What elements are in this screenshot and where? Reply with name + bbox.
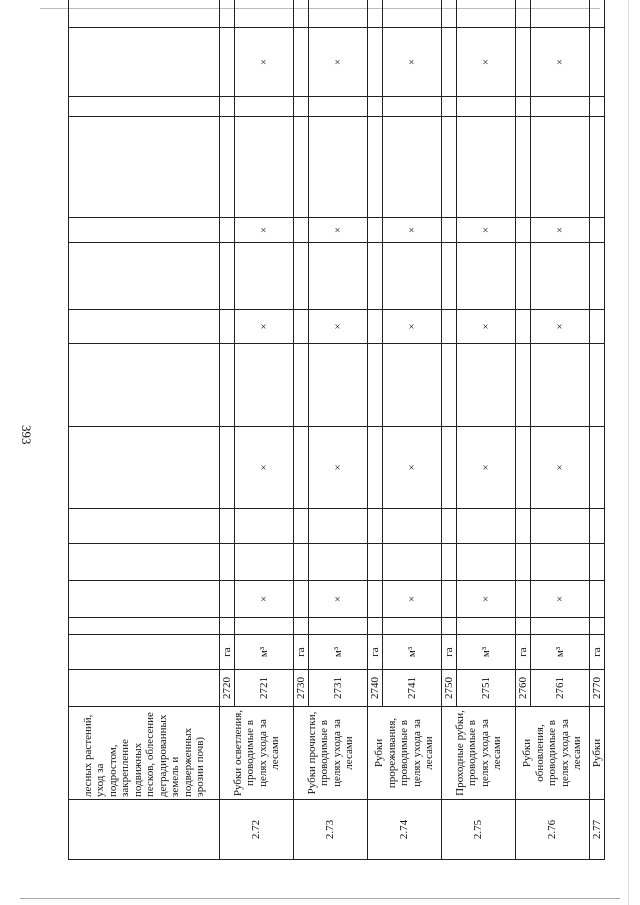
mark-cell <box>294 581 309 618</box>
mark-cell <box>69 618 220 635</box>
mark-cell <box>294 509 309 544</box>
mark-cell <box>590 427 605 509</box>
unit-cell: га <box>590 635 605 670</box>
mark-cell <box>235 544 294 581</box>
mark-cell <box>294 427 309 509</box>
x-mark: × <box>479 464 492 471</box>
mark-cell <box>235 243 294 310</box>
mark-cell <box>590 117 605 218</box>
mark-cell <box>309 427 368 509</box>
mark-cell <box>457 544 516 581</box>
mark-cell <box>69 97 220 117</box>
mark-cell <box>383 344 442 427</box>
x-mark: × <box>479 58 492 66</box>
mark-cell <box>516 544 531 581</box>
x-mark: × <box>405 595 418 603</box>
row-name-text: Рубки <box>590 738 603 768</box>
unit-cell: м³ <box>457 635 516 670</box>
table-row <box>590 0 605 860</box>
mark-cell <box>516 28 531 97</box>
mark-cell <box>531 509 590 544</box>
x-mark: × <box>331 58 344 66</box>
line-code: 2741 <box>383 670 442 707</box>
x-mark: × <box>331 323 344 330</box>
mark-cell <box>531 581 590 618</box>
mark-cell <box>531 0 590 28</box>
mark-cell <box>309 117 368 218</box>
mark-cell <box>516 97 531 117</box>
mark-cell <box>220 427 235 509</box>
line-code: 2761 <box>531 670 590 707</box>
mark-cell <box>383 544 442 581</box>
table-row <box>368 0 383 860</box>
table-row <box>220 0 235 860</box>
mark-cell <box>457 28 516 97</box>
mark-cell <box>442 0 457 28</box>
mark-cell <box>383 509 442 544</box>
x-mark: × <box>405 464 418 471</box>
mark-cell <box>590 618 605 635</box>
mark-cell <box>516 344 531 427</box>
mark-cell <box>442 28 457 97</box>
x-mark: × <box>405 226 418 234</box>
x-mark: × <box>331 464 344 471</box>
unit-cell <box>69 635 220 670</box>
mark-cell <box>590 97 605 117</box>
row-name <box>590 707 605 800</box>
x-mark: × <box>479 226 492 234</box>
line-code: 2740 <box>368 670 383 707</box>
mark-cell <box>442 509 457 544</box>
mark-cell <box>457 117 516 218</box>
mark-cell <box>368 427 383 509</box>
row-name-text: Рубки обновления, проводимые в целях ухода за лесами <box>521 719 584 787</box>
mark-cell <box>590 310 605 344</box>
mark-cell <box>457 97 516 117</box>
page-edge-right <box>628 0 629 905</box>
row-name-text: Проходные рубки, проводимые в целях ухода за лесами <box>453 710 503 796</box>
line-code: 2750 <box>442 670 457 707</box>
mark-cell <box>368 581 383 618</box>
mark-cell <box>69 544 220 581</box>
x-mark: × <box>405 58 418 66</box>
mark-cell <box>294 344 309 427</box>
mark-cell <box>294 28 309 97</box>
row-number: 2.76 <box>516 800 590 860</box>
mark-cell <box>69 581 220 618</box>
mark-cell <box>69 243 220 310</box>
mark-cell <box>442 243 457 310</box>
mark-cell <box>590 581 605 618</box>
mark-cell <box>516 581 531 618</box>
x-mark: × <box>553 226 566 234</box>
page-edge-bottom <box>20 898 620 899</box>
mark-cell <box>309 544 368 581</box>
mark-cell <box>235 427 294 509</box>
mark-cell <box>294 0 309 28</box>
mark-cell <box>69 0 220 28</box>
row-number: 2.73 <box>294 800 368 860</box>
mark-cell <box>457 344 516 427</box>
row-name <box>294 707 368 800</box>
unit-cell: га <box>368 635 383 670</box>
mark-cell <box>457 0 516 28</box>
mark-cell <box>383 117 442 218</box>
mark-cell <box>294 310 309 344</box>
mark-cell <box>368 218 383 243</box>
mark-cell <box>220 618 235 635</box>
mark-cell <box>309 310 368 344</box>
unit-cell: га <box>442 635 457 670</box>
mark-cell <box>457 310 516 344</box>
mark-cell <box>220 581 235 618</box>
mark-cell <box>516 618 531 635</box>
mark-cell <box>235 618 294 635</box>
unit-cell: га <box>220 635 235 670</box>
mark-cell <box>516 243 531 310</box>
mark-cell <box>294 97 309 117</box>
unit-cell: га <box>294 635 309 670</box>
row-number: 2.77 <box>590 800 605 860</box>
mark-cell <box>457 509 516 544</box>
mark-cell <box>516 310 531 344</box>
x-mark: × <box>257 464 270 471</box>
mark-cell <box>442 544 457 581</box>
row-number: 2.75 <box>442 800 516 860</box>
mark-cell <box>235 310 294 344</box>
line-code: 2730 <box>294 670 309 707</box>
mark-cell <box>309 28 368 97</box>
line-code: 2751 <box>457 670 516 707</box>
mark-cell <box>69 344 220 427</box>
table-row <box>69 0 220 860</box>
mark-cell <box>309 97 368 117</box>
x-mark: × <box>331 226 344 234</box>
mark-cell <box>442 117 457 218</box>
mark-cell <box>69 28 220 97</box>
x-mark: × <box>553 58 566 66</box>
mark-cell <box>309 344 368 427</box>
row-number <box>69 800 220 860</box>
mark-cell <box>442 618 457 635</box>
mark-cell <box>383 427 442 509</box>
mark-cell <box>590 344 605 427</box>
mark-cell <box>457 427 516 509</box>
mark-cell <box>590 243 605 310</box>
row-name <box>516 707 590 800</box>
mark-cell <box>294 243 309 310</box>
mark-cell <box>383 97 442 117</box>
mark-cell <box>531 310 590 344</box>
unit-cell: м³ <box>235 635 294 670</box>
mark-cell <box>235 218 294 243</box>
mark-cell <box>516 218 531 243</box>
mark-cell <box>457 581 516 618</box>
table-row <box>516 0 531 860</box>
mark-cell <box>368 97 383 117</box>
mark-cell <box>309 0 368 28</box>
mark-cell <box>368 0 383 28</box>
mark-cell <box>220 28 235 97</box>
x-mark: × <box>553 464 566 471</box>
mark-cell <box>368 509 383 544</box>
table-body <box>69 0 605 860</box>
mark-cell <box>220 243 235 310</box>
mark-cell <box>235 28 294 97</box>
unit-cell: м³ <box>383 635 442 670</box>
unit-cell: га <box>516 635 531 670</box>
mark-cell <box>531 117 590 218</box>
mark-cell <box>442 97 457 117</box>
mark-cell <box>368 618 383 635</box>
unit-cell: м³ <box>531 635 590 670</box>
mark-cell <box>531 427 590 509</box>
mark-cell <box>531 218 590 243</box>
mark-cell <box>531 97 590 117</box>
forestry-table <box>68 0 605 860</box>
line-code: 2760 <box>516 670 531 707</box>
mark-cell <box>516 427 531 509</box>
page-number: 393 <box>19 425 34 445</box>
mark-cell <box>220 544 235 581</box>
mark-cell <box>590 0 605 28</box>
mark-cell <box>69 509 220 544</box>
mark-cell <box>590 509 605 544</box>
row-name-text: лесных растений, уход за подростом, закрепление подвижных песков, облесение деградированных земель и подверженных эрозии почв) <box>81 712 206 797</box>
mark-cell <box>516 117 531 218</box>
mark-cell <box>235 509 294 544</box>
mark-cell <box>442 427 457 509</box>
mark-cell <box>235 0 294 28</box>
row-name-text: Рубки прочистки, проводимые в целях ухода за лесами <box>305 711 355 795</box>
x-mark: × <box>257 226 270 234</box>
mark-cell <box>442 310 457 344</box>
x-mark: × <box>479 595 492 603</box>
x-mark: × <box>405 323 418 330</box>
x-mark: × <box>331 595 344 603</box>
mark-cell <box>368 310 383 344</box>
mark-cell <box>516 0 531 28</box>
mark-cell <box>220 0 235 28</box>
row-name <box>220 707 294 800</box>
mark-cell <box>220 310 235 344</box>
mark-cell <box>383 0 442 28</box>
mark-cell <box>235 97 294 117</box>
mark-cell <box>442 218 457 243</box>
mark-cell <box>220 344 235 427</box>
x-mark: × <box>553 595 566 603</box>
x-mark: × <box>479 323 492 330</box>
mark-cell <box>220 117 235 218</box>
mark-cell <box>531 28 590 97</box>
mark-cell <box>220 509 235 544</box>
mark-cell <box>368 28 383 97</box>
mark-cell <box>235 344 294 427</box>
mark-cell <box>383 310 442 344</box>
mark-cell <box>69 427 220 509</box>
line-code: 2721 <box>235 670 294 707</box>
table-row <box>442 0 457 860</box>
mark-cell <box>531 243 590 310</box>
rotated-table-container <box>68 17 603 860</box>
mark-cell <box>294 618 309 635</box>
mark-cell <box>590 544 605 581</box>
mark-cell <box>220 97 235 117</box>
mark-cell <box>309 243 368 310</box>
mark-cell <box>69 218 220 243</box>
mark-cell <box>442 581 457 618</box>
row-name <box>442 707 516 800</box>
unit-cell: м³ <box>309 635 368 670</box>
table-row <box>294 0 309 860</box>
line-code: 2770 <box>590 670 605 707</box>
mark-cell <box>531 544 590 581</box>
mark-cell <box>220 218 235 243</box>
mark-cell <box>457 218 516 243</box>
mark-cell <box>590 28 605 97</box>
mark-cell <box>383 581 442 618</box>
x-mark: × <box>257 58 270 66</box>
mark-cell <box>309 218 368 243</box>
mark-cell <box>235 581 294 618</box>
mark-cell <box>383 618 442 635</box>
mark-cell <box>383 28 442 97</box>
mark-cell <box>457 243 516 310</box>
mark-cell <box>294 117 309 218</box>
line-code: 2720 <box>220 670 235 707</box>
mark-cell <box>368 243 383 310</box>
mark-cell <box>368 544 383 581</box>
mark-cell <box>69 310 220 344</box>
line-code <box>69 670 220 707</box>
mark-cell <box>442 344 457 427</box>
mark-cell <box>531 344 590 427</box>
mark-cell <box>531 618 590 635</box>
row-name-text: Рубки осветления, проводимые в целях ухода за лесами <box>231 709 281 797</box>
mark-cell <box>69 117 220 218</box>
row-number: 2.72 <box>220 800 294 860</box>
mark-cell <box>383 218 442 243</box>
row-name <box>368 707 442 800</box>
x-mark: × <box>553 323 566 330</box>
row-name-text: Рубки прореживания, проводимые в целях ухода за лесами <box>373 717 436 789</box>
mark-cell <box>309 509 368 544</box>
x-mark: × <box>257 323 270 330</box>
mark-cell <box>294 544 309 581</box>
line-code: 2731 <box>309 670 368 707</box>
mark-cell <box>516 509 531 544</box>
mark-cell <box>590 218 605 243</box>
mark-cell <box>309 581 368 618</box>
mark-cell <box>383 243 442 310</box>
row-number: 2.74 <box>368 800 442 860</box>
x-mark: × <box>257 595 270 603</box>
mark-cell <box>368 117 383 218</box>
mark-cell <box>294 218 309 243</box>
row-name <box>69 707 220 800</box>
mark-cell <box>235 117 294 218</box>
mark-cell <box>309 618 368 635</box>
mark-cell <box>368 344 383 427</box>
mark-cell <box>457 618 516 635</box>
